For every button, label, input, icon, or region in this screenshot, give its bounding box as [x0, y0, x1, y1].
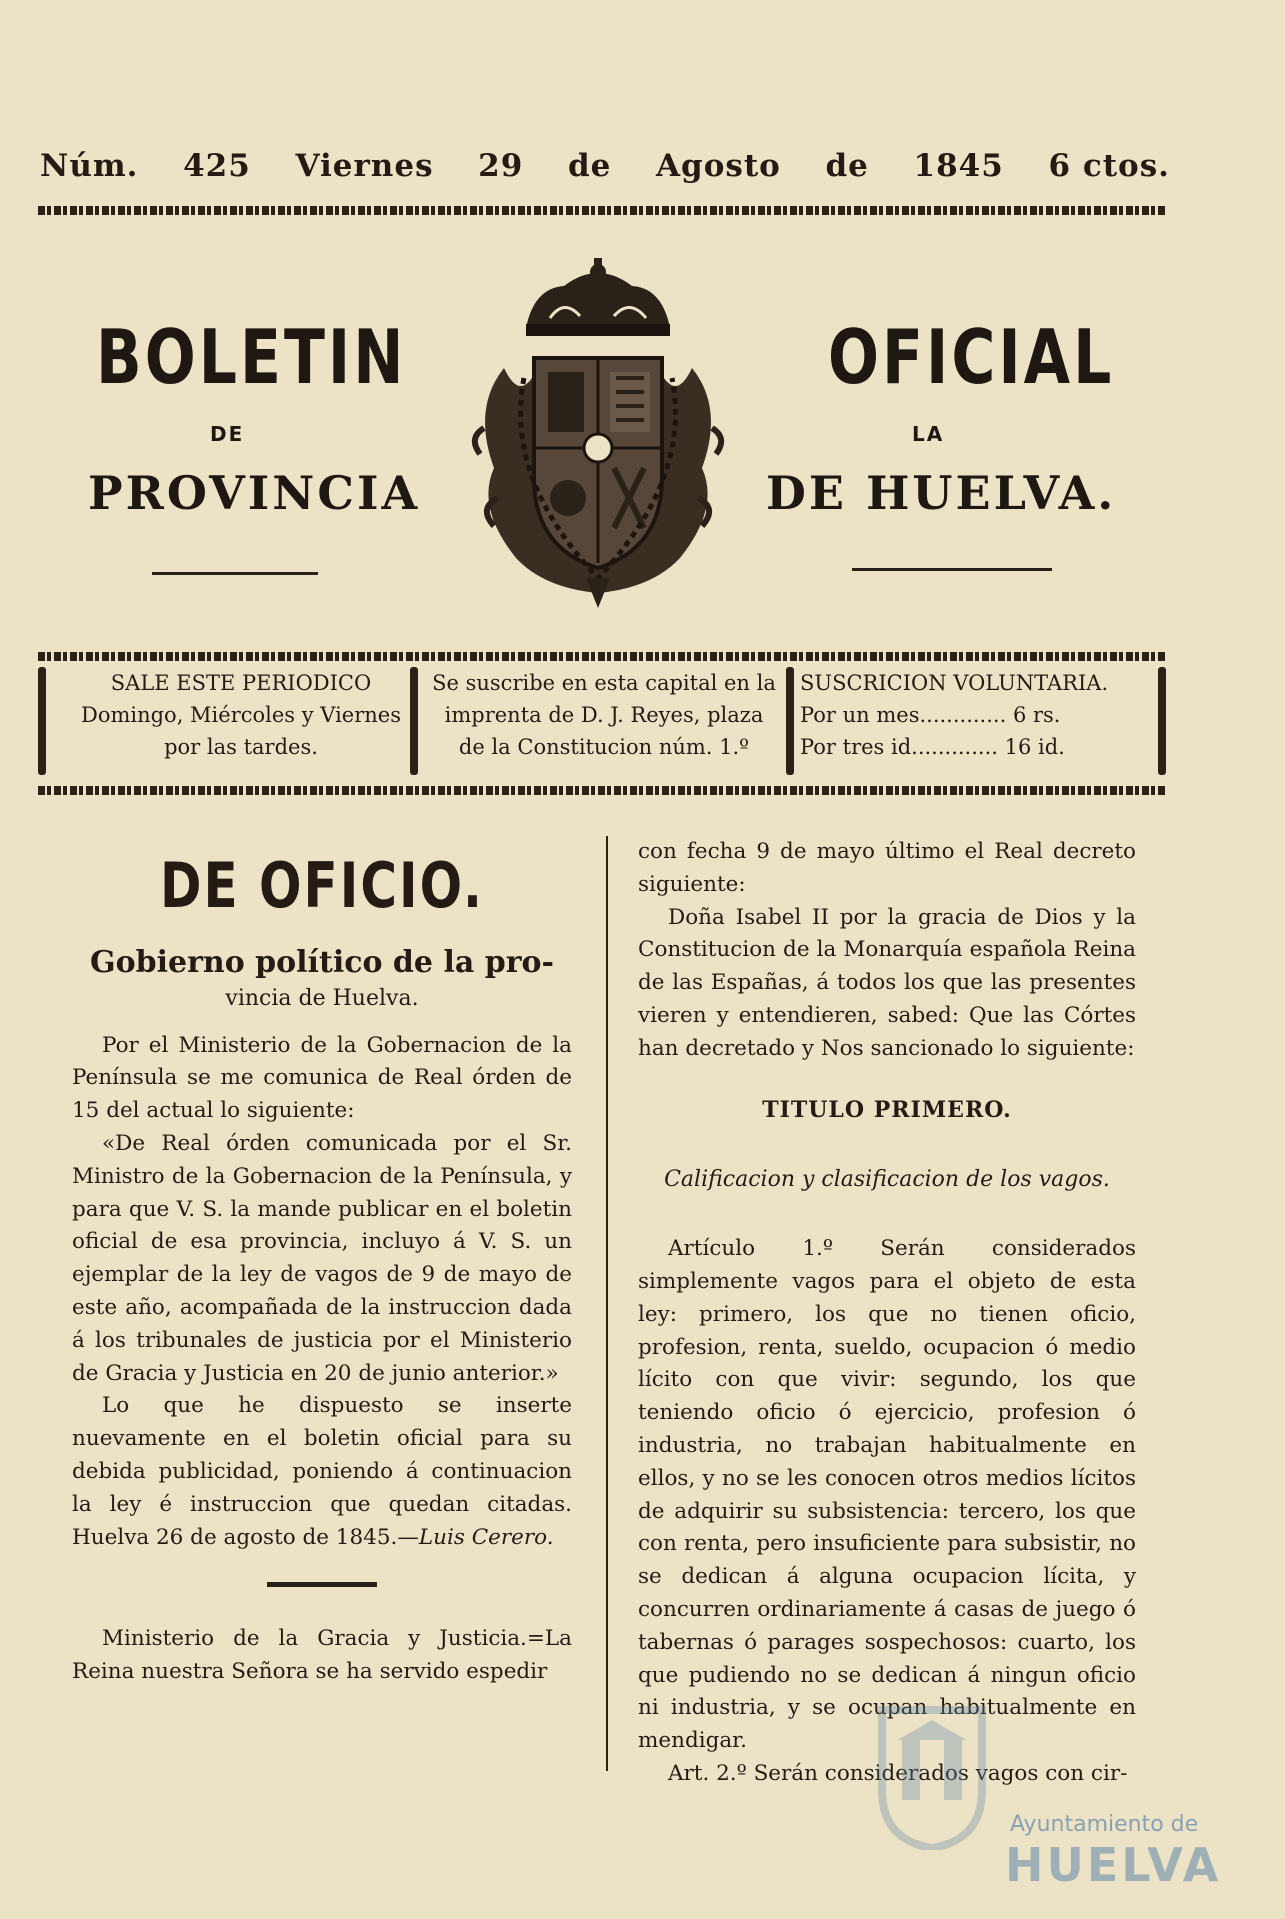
- section-subheading-provincia: vincia de Huelva.: [225, 985, 419, 1011]
- coat-of-arms-icon: [464, 258, 732, 608]
- ornamental-rule-top: [38, 206, 1166, 215]
- ornamental-rule-band-top: [38, 652, 1166, 661]
- ornamental-rule-band-bottom: [38, 786, 1166, 795]
- column-divider: [606, 836, 608, 1771]
- title-primero: TITULO PRIMERO.: [762, 1096, 1012, 1123]
- watermark-line-2: HUELVA: [1005, 1838, 1222, 1892]
- masthead-oficial: OFICIAL: [828, 314, 1115, 402]
- right-column: [638, 836, 1136, 1791]
- paragraph-right-2: Doña Isabel II por la gracia de Dios y la Constitucion de la Monarquía española Reina de las Españas, á todos los que las presentes vieren y entendieren, sabed: Que las Córtes han decretado y Nos sancionado lo siguiente:: [638, 904, 1136, 1061]
- issue-year: 1845: [913, 148, 1004, 184]
- band-subscribe-line-1: Se suscribe en esta capital en la: [432, 671, 776, 695]
- paragraph-right-4: Art. 2.º Serán considerados vagos con cir-: [668, 1760, 1128, 1786]
- paragraph-left-1: Por el Ministerio de la Gobernacion de la Península se me comunica de Real órden de 15 del actual lo siguiente:: [72, 1032, 572, 1124]
- masthead-provincia: PROVINCIA: [88, 466, 421, 520]
- section-divider: [267, 1582, 377, 1587]
- municipal-shield-watermark-icon: [872, 1700, 992, 1850]
- band-schedule-line-1: SALE ESTE PERIODICO: [110, 671, 372, 695]
- watermark-line-1: Ayuntamiento de: [1010, 1812, 1199, 1837]
- band-price-value-2: 16 id.: [1004, 735, 1065, 759]
- band-prices: [800, 667, 1150, 775]
- band-prices-title: SUSCRICION VOLUNTARIA.: [800, 671, 1109, 695]
- issue-line: [40, 148, 1170, 184]
- band-bracket-3: [786, 667, 794, 775]
- band-price-value-1: 6 rs.: [1012, 703, 1061, 727]
- masthead-la: LA: [912, 422, 945, 446]
- issue-number: 425: [183, 148, 251, 184]
- issue-day: 29: [478, 148, 524, 184]
- band-bracket-4: [1158, 667, 1166, 775]
- issue-number-label: Núm.: [40, 148, 139, 184]
- issue-de-1: de: [567, 148, 612, 184]
- band-price-row-2: [800, 731, 1150, 763]
- band-subscribe-line-3: de la Constitucion núm. 1.º: [458, 735, 750, 759]
- band-schedule-line-3: por las tardes.: [164, 735, 318, 759]
- issue-price: 6 ctos.: [1048, 148, 1170, 184]
- paragraph-right-1: con fecha 9 de mayo último el Real decreto siguiente:: [638, 839, 1136, 897]
- masthead-de-huelva: DE HUELVA.: [766, 466, 1117, 520]
- masthead-boletin: BOLETIN: [96, 314, 407, 402]
- band-price-label-2: Por tres id.............: [800, 735, 998, 759]
- band-price-label-1: Por un mes.............: [800, 703, 1007, 727]
- paragraph-left-2: «De Real órden comunicada por el Sr. Ministro de la Gobernacion de la Península, y para que V. S. la mande publicar en el boletin oficial de esa provincia, incluyo á V. S. un ejemplar de la ley de vagos de 9 de mayo de este año, acompañada de la instruccion dada á los tribunales de justicia por el Ministerio de Gracia y Justicia en 20 de junio anterior.»: [72, 1130, 572, 1386]
- left-column: [72, 840, 572, 1689]
- band-subscribe: [428, 667, 780, 775]
- issue-month: Agosto: [656, 148, 781, 184]
- band-schedule-line-2: Domingo, Miércoles y Viernes: [80, 703, 401, 727]
- paragraph-left-3: [72, 1390, 572, 1554]
- band-bracket-1: [38, 667, 46, 775]
- section-subheading-gobierno: Gobierno político de la pro-: [90, 944, 554, 980]
- section-heading-de-oficio: DE OFICIO.: [159, 849, 485, 923]
- band-price-row-1: [800, 699, 1150, 731]
- band-subscribe-line-2: imprenta de D. J. Reyes, plaza: [444, 703, 764, 727]
- subscription-band: [38, 667, 1166, 775]
- band-bracket-2: [410, 667, 418, 775]
- issue-weekday: Viernes: [295, 148, 434, 184]
- band-schedule: [60, 667, 422, 775]
- paragraph-right-3: Artículo 1.º Serán considerados simplemente vagos para el objeto de esta ley: primero, los que no tienen oficio, profesion, renta, sueldo, ocupacion ó medio lícito con que vivir: segundo, los que teniendo oficio ó ejercicio, profesion ó industria, no trabajan habitualmente en ellos, y no se les conocen otros medios lícitos de adquirir su subsistencia: tercero, los que con renta, pero insuficiente para subsistir, no se dedican á alguna ocupacion lícita, y concurren ordinariamente á casas de juego ó tabernas ó parages sospechosos: cuarto, los que pudiendo no se dedican á ningun oficio ni industria, y se ocupan habitualmente en mendigar.: [638, 1236, 1136, 1754]
- paragraph-left-3-text: Lo que he dispuesto se inserte nuevamente en el boletin oficial para su debida publicidad, poniendo á continuacion la ley é instruccion que quedan citadas. Huelva 26 de agosto de 1845.—: [72, 1393, 572, 1550]
- subtitle-calificacion: Calificacion y clasificacion de los vagos.: [664, 1167, 1110, 1193]
- masthead-rule-right: [852, 568, 1052, 571]
- masthead-de: DE: [210, 422, 245, 446]
- signature: Luis Cerero.: [418, 1524, 554, 1550]
- issue-de-2: de: [825, 148, 869, 184]
- masthead-rule-left: [152, 572, 318, 575]
- paragraph-left-4: Ministerio de la Gracia y Justicia.=La Reina nuestra Señora se ha servido espedir: [72, 1626, 572, 1685]
